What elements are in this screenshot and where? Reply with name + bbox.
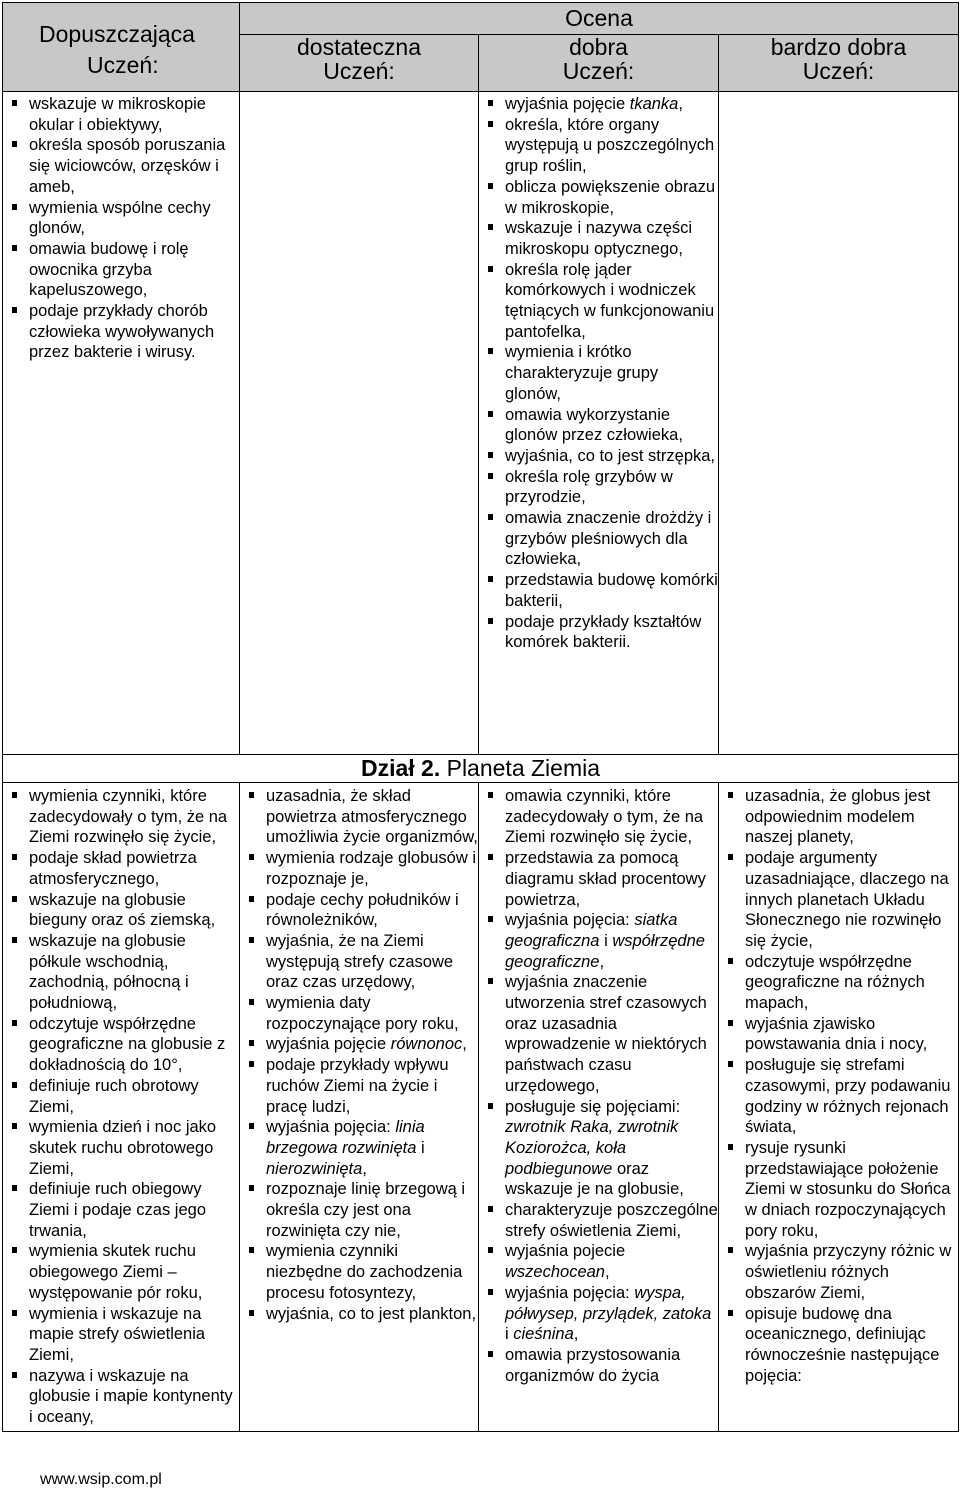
- list-item: wymienia czynniki, które zadecydowały o tym, że na Ziemi rozwinęło się życie,: [3, 786, 239, 848]
- level-sub: Uczeń:: [562, 58, 635, 84]
- list-item: określa rolę grzybów w przyrodzie,: [479, 467, 718, 508]
- list-item: wyjaśnia zjawisko powstawania dnia i nocy,: [719, 1014, 958, 1055]
- list-item: wyjaśnia, że na Ziemi występują strefy czasowe oraz czas urzędowy,: [240, 931, 478, 993]
- requirements-list: [3, 786, 239, 1428]
- cell-s1-col2: [240, 92, 479, 755]
- level-bardzo-dobra: [719, 35, 959, 92]
- list-item: omawia przystosowania organizmów do życia: [479, 1345, 718, 1386]
- list-item: wymienia wspólne cechy glonów,: [3, 198, 239, 239]
- list-item: omawia znaczenie drożdży i grzybów pleśniowych dla człowieka,: [479, 508, 718, 570]
- list-item: wyjaśnia pojęcia: linia brzegowa rozwinięta i nierozwinięta,: [240, 1117, 478, 1179]
- level-sub: Uczeń:: [323, 58, 395, 84]
- requirements-list: [3, 94, 239, 363]
- list-item: omawia wykorzystanie glonów przez człowieka,: [479, 405, 718, 446]
- list-item: określa sposób poruszania się wiciowców, orzęsków i ameb,: [3, 135, 239, 197]
- list-item: wymienia czynniki niezbędne do zachodzenia procesu fotosyntezy,: [240, 1241, 478, 1303]
- list-item: określa rolę jąder komórkowych i wodniczek tętniących w funkcjonowaniu pantofelka,: [479, 260, 718, 343]
- list-item: wyjaśnia pojęcie tkanka,: [479, 94, 718, 115]
- ocena-header: Ocena: [240, 3, 959, 35]
- list-item: wskazuje i nazywa części mikroskopu optycznego,: [479, 218, 718, 259]
- list-item: opisuje budowę dna oceanicznego, definiując równocześnie następujące pojęcia:: [719, 1304, 958, 1387]
- list-item: wyjaśnia przyczyny różnic w oświetleniu różnych obszarów Ziemi,: [719, 1241, 958, 1303]
- list-item: wskazuje na globusie półkule wschodnią, zachodnią, północną i południową,: [3, 931, 239, 1014]
- grading-table: [2, 2, 959, 1432]
- list-item: uzasadnia, że skład powietrza atmosferycznego umożliwia życie organizmów,: [240, 786, 478, 848]
- cell-s2-col2: [240, 783, 479, 1432]
- list-item: odczytuje współrzędne geograficzne na różnych mapach,: [719, 952, 958, 1014]
- level-dopuszczajaca: [3, 3, 240, 92]
- cell-s2-col1: [3, 783, 240, 1432]
- list-item: wyjaśnia pojęcia: siatka geograficzna i współrzędne geograficzne,: [479, 910, 718, 972]
- cell-s2-col3: [479, 783, 719, 1432]
- list-item: rysuje rysunki przedstawiające położenie Ziemi w stosunku do Słońca w dniach rozpoczynających pory roku,: [719, 1138, 958, 1242]
- requirements-list: [719, 786, 958, 1386]
- cell-s2-col4: [719, 783, 959, 1432]
- list-item: wymienia i krótko charakteryzuje grupy glonów,: [479, 342, 718, 404]
- list-item: podaje przykłady kształtów komórek bakterii.: [479, 612, 718, 653]
- cell-s1-col4: [719, 92, 959, 755]
- level-dostateczna: [240, 35, 479, 92]
- list-item: podaje skład powietrza atmosferycznego,: [3, 848, 239, 889]
- list-item: określa, które organy występują u poszczególnych grup roślin,: [479, 115, 718, 177]
- footer-url: www.wsip.com.pl: [40, 1471, 162, 1488]
- list-item: omawia czynniki, które zadecydowały o tym, że na Ziemi rozwinęło się życie,: [479, 786, 718, 848]
- list-item: podaje argumenty uzasadniające, dlaczego na innych planetach Układu Słonecznego nie rozwinęło się życie,: [719, 848, 958, 952]
- level-sub: Uczeń:: [802, 58, 875, 84]
- list-item: posługuje się strefami czasowymi, przy podawaniu godziny w różnych rejonach świata,: [719, 1055, 958, 1138]
- cell-s1-col3: [479, 92, 719, 755]
- requirements-list: [479, 786, 718, 1386]
- list-item: wyjaśnia znaczenie utworzenia stref czasowych oraz uzasadnia wprowadzenie w niektórych państwach czasu urzędowego,: [479, 972, 718, 1096]
- list-item: wymienia daty rozpoczynające pory roku,: [240, 993, 478, 1034]
- list-item: odczytuje współrzędne geograficzne na globusie z dokładnością do 10°,: [3, 1014, 239, 1076]
- list-item: przedstawia za pomocą diagramu skład procentowy powietrza,: [479, 848, 718, 910]
- cell-s1-col1: [3, 92, 240, 755]
- list-item: charakteryzuje poszczególne strefy oświetlenia Ziemi,: [479, 1200, 718, 1241]
- list-item: posługuje się pojęciami: zwrotnik Raka, zwrotnik Koziorożca, koła podbiegunowe oraz wskazuje je na globusie,: [479, 1097, 718, 1201]
- list-item: podaje przykłady chorób człowieka wywoływanych przez bakterie i wirusy.: [3, 301, 239, 363]
- list-item: wymienia skutek ruchu obiegowego Ziemi – występowanie pór roku,: [3, 1241, 239, 1303]
- list-item: oblicza powiększenie obrazu w mikroskopie,: [479, 177, 718, 218]
- list-item: omawia budowę i rolę owocnika grzyba kapeluszowego,: [3, 239, 239, 301]
- list-item: uzasadnia, że globus jest odpowiednim modelem naszej planety,: [719, 786, 958, 848]
- requirements-list: [240, 786, 478, 1324]
- level-name: dobra: [569, 34, 628, 60]
- list-item: wyjaśnia pojecie wszechocean,: [479, 1241, 718, 1282]
- level-name: bardzo dobra: [770, 34, 907, 60]
- list-item: wyjaśnia pojęcia: wyspa, półwysep, przylądek, zatoka i cieśnina,: [479, 1283, 718, 1345]
- list-item: definiuje ruch obrotowy Ziemi,: [3, 1076, 239, 1117]
- list-item: nazywa i wskazuje na globusie i mapie kontynenty i oceany,: [3, 1366, 239, 1428]
- list-item: wskazuje w mikroskopie okular i obiektywy,: [3, 94, 239, 135]
- section-name: Planeta Ziemia: [446, 755, 601, 781]
- requirements-list: [479, 94, 718, 653]
- section-prefix: Dział 2.: [360, 755, 441, 781]
- list-item: wymienia rodzaje globusów i rozpoznaje je,: [240, 848, 478, 889]
- list-item: wymienia i wskazuje na mapie strefy oświetlenia Ziemi,: [3, 1304, 239, 1366]
- list-item: przedstawia budowę komórki bakterii,: [479, 570, 718, 611]
- section-title: [3, 755, 959, 783]
- level-dobra: [479, 35, 719, 92]
- list-item: wyjaśnia, co to jest plankton,: [240, 1304, 478, 1325]
- level-name: Dopuszczająca: [39, 21, 195, 47]
- list-item: wyjaśnia, co to jest strzępka,: [479, 446, 718, 467]
- level-name: dostateczna: [296, 34, 422, 60]
- list-item: definiuje ruch obiegowy Ziemi i podaje czas jego trwania,: [3, 1179, 239, 1241]
- list-item: podaje przykłady wpływu ruchów Ziemi na życie i pracę ludzi,: [240, 1055, 478, 1117]
- level-sub: Uczeń:: [87, 52, 159, 78]
- list-item: wyjaśnia pojęcie równonoc,: [240, 1034, 478, 1055]
- list-item: rozpoznaje linię brzegową i określa czy jest ona rozwinięta czy nie,: [240, 1179, 478, 1241]
- list-item: podaje cechy południków i równoleżników,: [240, 890, 478, 931]
- list-item: wymienia dzień i noc jako skutek ruchu obrotowego Ziemi,: [3, 1117, 239, 1179]
- list-item: wskazuje na globusie bieguny oraz oś ziemską,: [3, 890, 239, 931]
